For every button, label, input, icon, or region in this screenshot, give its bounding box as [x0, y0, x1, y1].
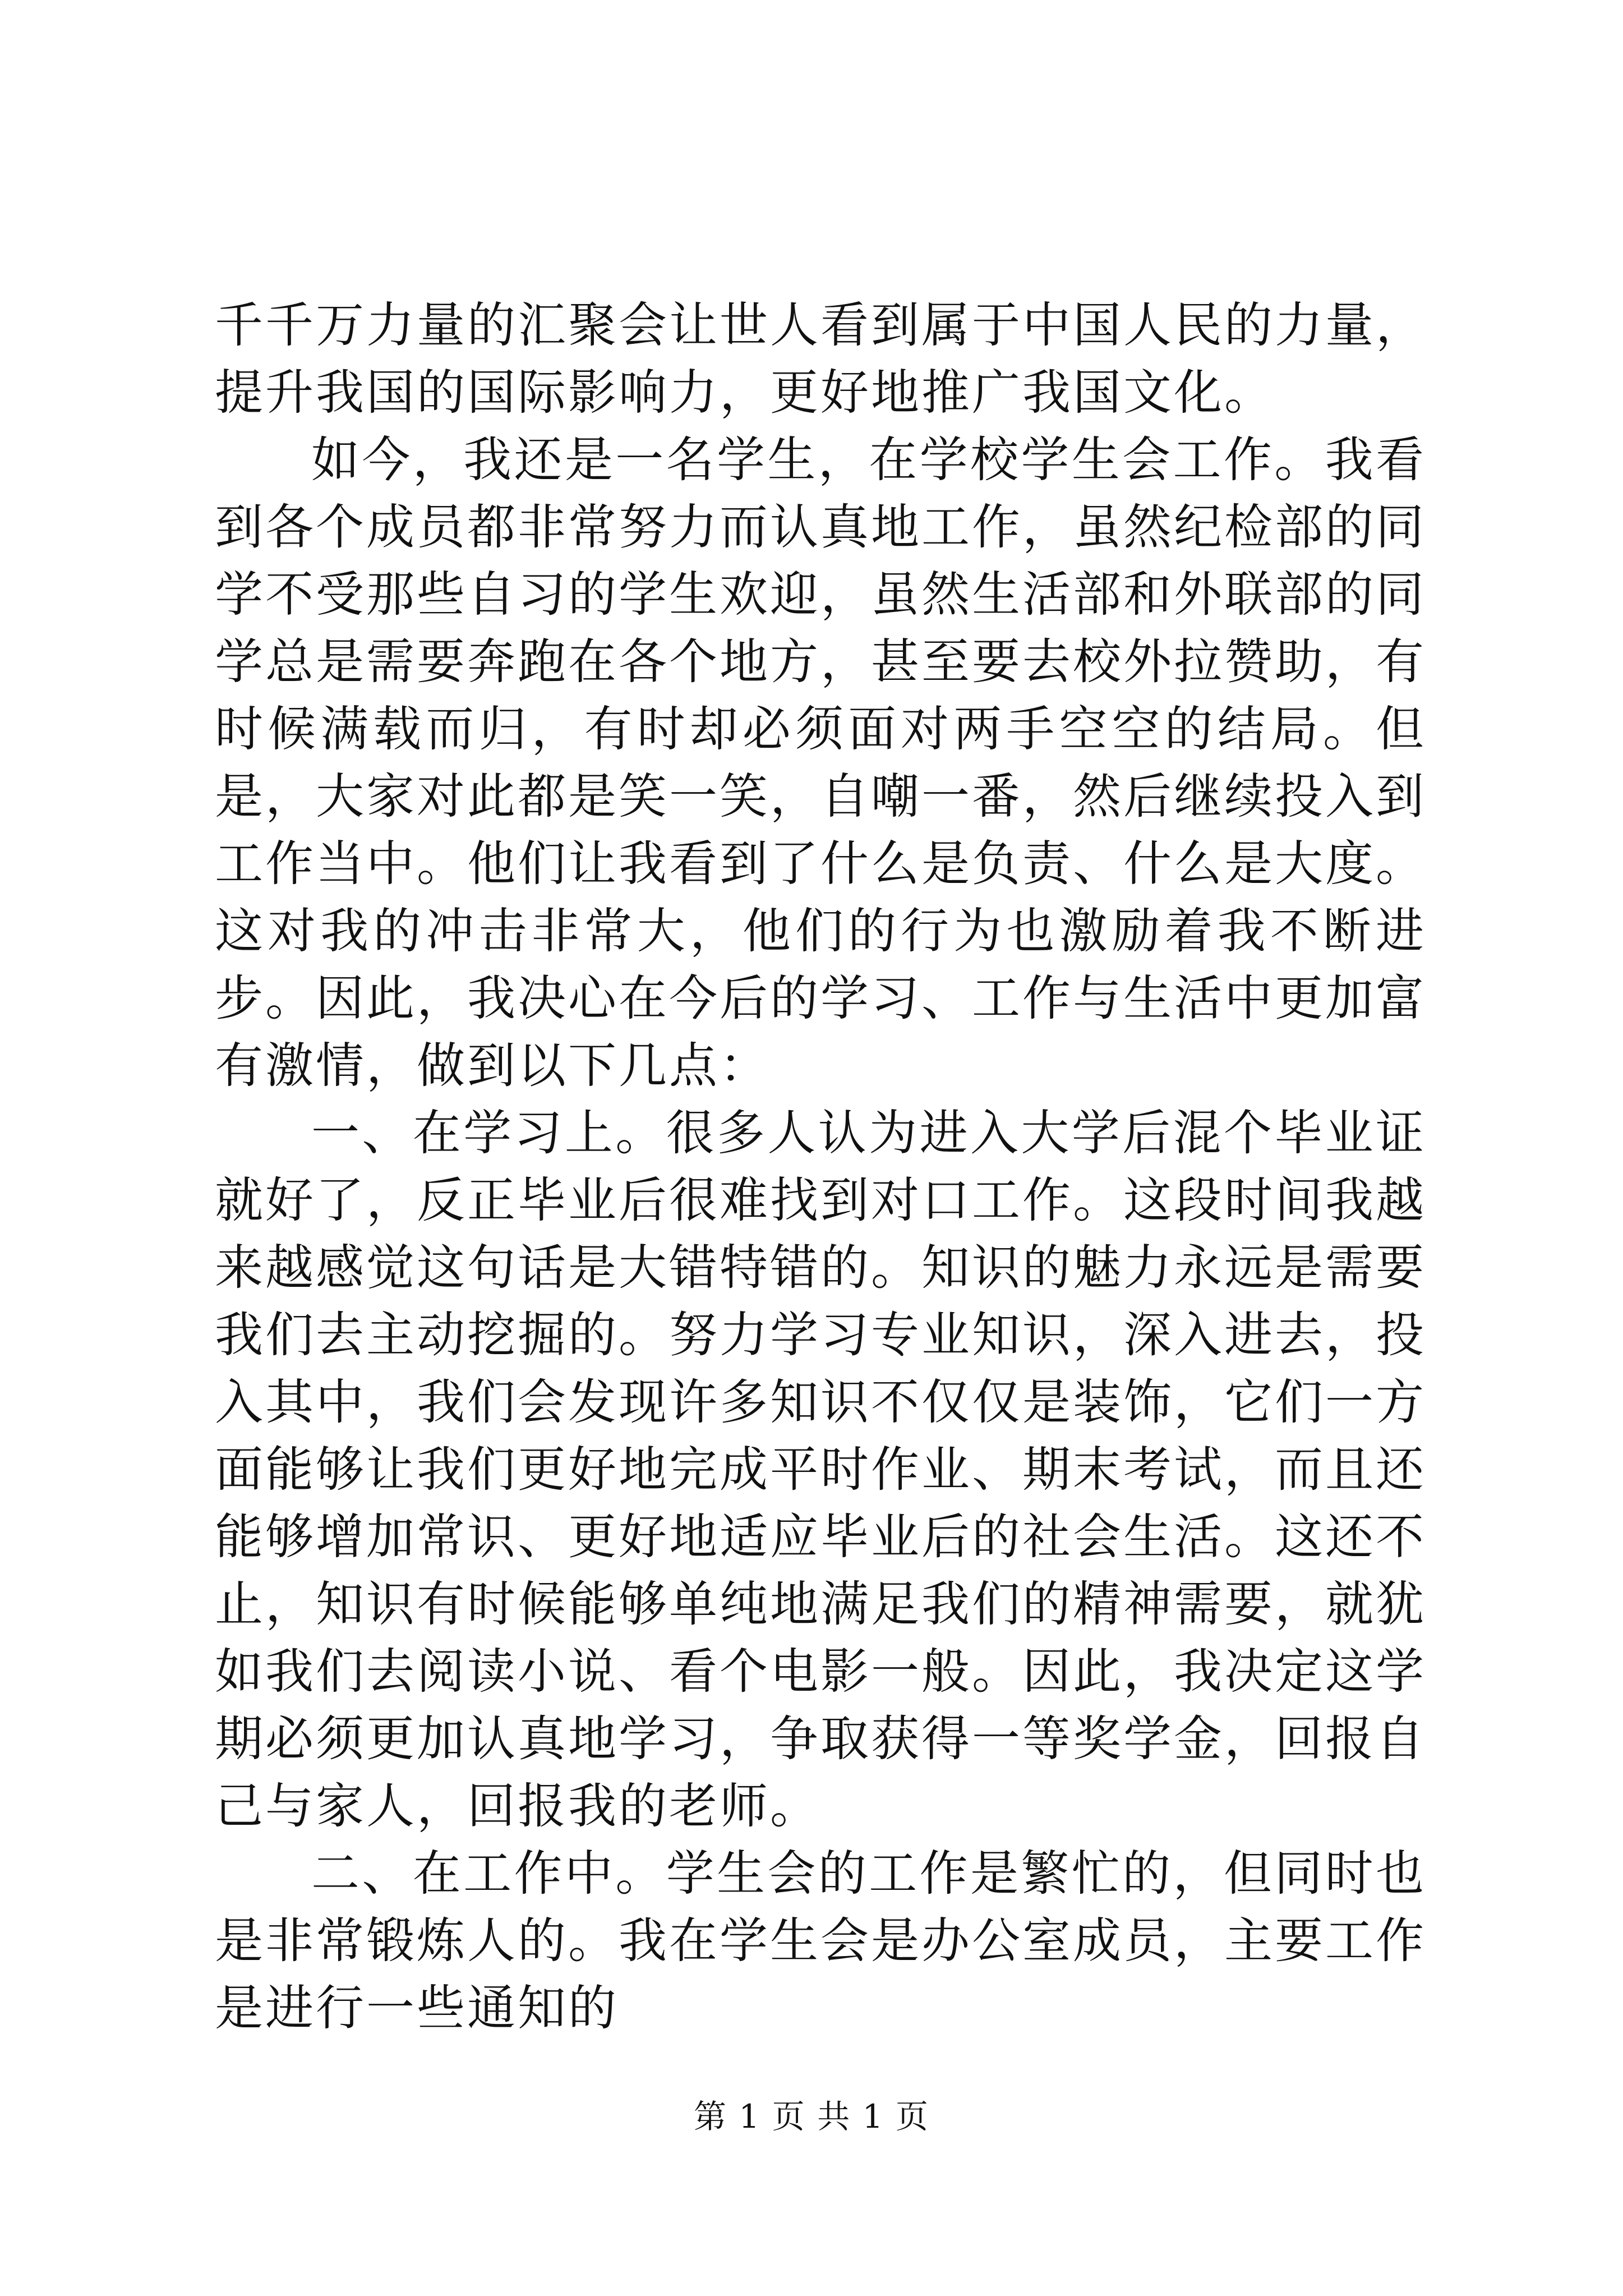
paragraph-2: 如今，我还是一名学生，在学校学生会工作。我看到各个成员都非常努力而认真地工作，虽然纪检部的同学不受那些自习的学生欢迎，虽然生活部和外联部的同学总是需要奔跑在各个地方，甚至要去校外拉赞助，有时候满载而归，有时却必须面对两手空空的结局。但是，大家对此都是笑一笑，自嘲一番，然后继续投入到工作当中。他们让我看到了什么是负责、什么是大度。这对我的冲击非常大，他们的行为也激励着我不断进步。因此，我决心在今后的学习、工作与生活中更加富有激情，做到以下几点： [215, 432, 1426, 1094]
paragraph-4: 二、在工作中。学生会的工作是繁忙的，但同时也是非常锻炼人的。我在学生会是办公室成员，主要工作是进行一些通知的 [215, 1846, 1426, 2036]
document-body [215, 292, 1426, 2042]
paragraph-1: 千千万力量的汇聚会让世人看到属于中国人民的力量，提升我国的国际影响力，更好地推广我国文化。 [215, 297, 1426, 421]
paragraph-3: 一、在学习上。很多人认为进入大学后混个毕业证就好了，反正毕业后很难找到对口工作。这段时间我越来越感觉这句话是大错特错的。知识的魅力永远是需要我们去主动挖掘的。努力学习专业知识，深入进去，投入其中，我们会发现许多知识不仅仅是装饰，它们一方面能够让我们更好地完成平时作业、期末考试，而且还能够增加常识、更好地适应毕业后的社会生活。这还不止，知识有时候能够单纯地满足我们的精神需要，就犹如我们去阅读小说、看个电影一般。因此，我决定这学期必须更加认真地学习，争取获得一等奖学金，回报自己与家人，回报我的老师。 [215, 1105, 1426, 1834]
page-footer: 第 1 页 共 1 页 [694, 2097, 929, 2136]
